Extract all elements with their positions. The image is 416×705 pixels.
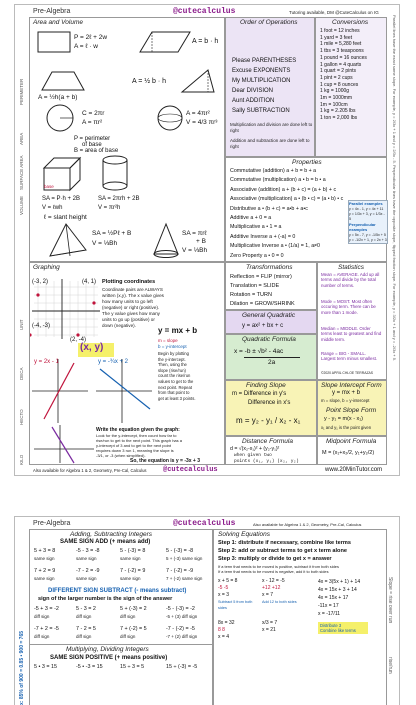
statistics-section xyxy=(317,262,387,380)
int-row5-b: -5 • -3 = 15 xyxy=(76,664,103,670)
side-label-deca: DECA xyxy=(19,367,24,380)
conversions-title: Conversions xyxy=(332,19,369,26)
solving-equations-section xyxy=(213,529,387,705)
plotting-line: down (negative). xyxy=(102,323,136,328)
plotting-line: how many units to go left xyxy=(102,299,153,304)
perimeter-note: P = perimeter xyxy=(74,136,111,142)
graphing-title: Graphing xyxy=(33,264,60,271)
plotting-text xyxy=(102,287,164,329)
ex2-line: +12 +12 xyxy=(262,585,281,591)
quadratic-formula-title: Quadratic Formula xyxy=(242,336,296,343)
midpoint-formula-section xyxy=(317,436,387,465)
int-row3-note-b: diff sign xyxy=(76,614,92,619)
plotting-title: Plotting coordinates xyxy=(102,279,156,285)
property-item: Distributive a • (b + c) = a•b + a•c xyxy=(230,205,308,212)
side-parallel-note: Parallel lines have the exact same slope. For example, y = 2/3x + 1 and y = 2/3x - 5. Perpendicular lines have the opposite slope, flipped fraction slope. For example, y = 3/2x + 1 and y = -2/3x + 5. xyxy=(392,15,397,362)
conversion-item: 1 ton = 2,000 lbs xyxy=(320,115,358,122)
point-label-2: (4, 1) xyxy=(82,279,97,285)
different-sign-subtract: DIFFERENT SIGN SUBTRACT (- means subtract) xyxy=(48,588,187,594)
int-row1-a: 5 + 3 = 8 xyxy=(34,548,56,554)
conversion-item: 1 tbs = 3 teaspoons xyxy=(320,48,364,55)
solving-note-2: If a term that needs to be moved is negative, add it to both sides xyxy=(218,569,329,574)
ex1-label: Subtract 5 from both sides xyxy=(218,600,253,610)
cone-surface-area-2: + B xyxy=(196,238,206,245)
finding-slope-line-2: Difference in x's xyxy=(248,400,291,406)
write-equation-text xyxy=(96,434,182,459)
slope-step: values to get to the xyxy=(158,378,194,384)
transformation-item: Dilation = GROW/SHRINK xyxy=(230,301,295,307)
property-item: Additive Inverse a + (-a) = 0 xyxy=(230,233,296,240)
properties-section xyxy=(225,157,387,262)
int-row4-note-a: diff sign xyxy=(34,634,50,639)
int-row4-c: 7 + (-2) = 5 xyxy=(120,626,147,632)
slope-intercept-eq: y = mx + b xyxy=(332,390,361,396)
ex3-line: -11x = 17 xyxy=(318,603,339,609)
stat-line: middle term. xyxy=(321,336,346,342)
ex1-line: -5 -5 xyxy=(218,585,229,591)
general-quadratic-eq: y = ax² + bx + c xyxy=(242,323,284,329)
side-label-kilo: KILO xyxy=(19,454,24,465)
ex1-line: x + 5 = 8 xyxy=(218,578,238,584)
distance-note-1: when given two xyxy=(234,453,272,458)
side-rise-run: rise/run xyxy=(387,657,393,674)
side-label-unit: UNIT xyxy=(19,319,24,330)
distance-formula-section xyxy=(225,436,317,465)
conversion-item: 1 quart = 2 pints xyxy=(320,68,356,75)
graph-equation-1: y = 2x - 1 xyxy=(34,359,59,365)
int-row2-b: -7 - 2 = -9 xyxy=(76,568,100,574)
side-percent-note: x: 85% of 900 = 0.85 • 900 = 765 xyxy=(19,630,25,705)
side-slope-note: Slope = rise over run xyxy=(387,577,393,624)
perp-example-2: y = -1/2x + 1, y = 2x + 3 xyxy=(349,237,387,242)
circle-circumference: C = 2πr xyxy=(82,110,105,117)
write-equation-line: rise/run to get to the next point. This graph has a xyxy=(96,437,182,443)
ex4-line: 8x = 32 xyxy=(218,620,235,626)
order-ops-line-6: Sally SUBTRACTION xyxy=(232,108,290,114)
conversion-item: 1 pint = 2 cups xyxy=(320,74,353,81)
int-row1-note-b: same sign xyxy=(76,556,97,561)
plotting-line: units to go up (positive) or xyxy=(102,317,155,322)
cylinder-volume: V = πr²h xyxy=(98,205,121,211)
int-row2-note-b: same sign xyxy=(76,576,97,581)
distance-note-2: points (x₁, y₁) (x₂, y₂) xyxy=(234,459,299,464)
order-ops-line-1: Please PARENTHESES xyxy=(232,58,297,64)
slope-step: the y-intercept. xyxy=(158,356,186,362)
solving-step-2: Step 2: add or subtract terms to get x term alone xyxy=(218,548,347,554)
footer-url[interactable]: www.20MinTutor.com xyxy=(325,467,383,473)
ex2-line: x = 7 xyxy=(262,592,273,598)
conversion-item: 1 kg = 2.205 lbs xyxy=(320,108,356,115)
conversion-item: 1 yard = 3 feet xyxy=(320,34,353,41)
cheat-sheet-page-1 xyxy=(14,4,400,476)
int-row2-note-d: 7 + (-2) same sign xyxy=(166,576,203,581)
stat-line: number of terms. xyxy=(321,282,355,288)
int-row3-note-a: diff sign xyxy=(34,614,50,619)
perp-example-1: y = 5x - 7, y = -1/5x + 5 xyxy=(349,232,386,237)
int-row5-d: 15 ÷ (-3) = -5 xyxy=(166,664,198,670)
slope-intercept-desc: m = slope, b = y-intercept xyxy=(321,398,370,403)
brand-logo: @cutecalculus xyxy=(173,7,236,16)
parallel-perp-examples xyxy=(348,200,388,244)
conversion-item: 1 kg = 1000g xyxy=(320,88,350,95)
slope-steps xyxy=(158,351,195,401)
xy-label: (x, y) xyxy=(80,342,104,353)
triangle-area: A = ½ b · h xyxy=(132,78,167,85)
slope-step: Then, using the xyxy=(158,362,187,368)
footer-also-available: Also available for Algebra 1 & 2, Geometry, Pre-Cal, Calculus xyxy=(33,468,147,473)
finding-slope-line-1: m = Difference in y's xyxy=(232,391,287,397)
finding-slope-title: Finding Slope xyxy=(246,382,286,389)
transformation-item: Rotation = TURN xyxy=(230,292,272,298)
cheat-sheet-page-2 xyxy=(14,516,400,705)
stat-median xyxy=(321,326,381,342)
ex3-label-2: Combine like terms xyxy=(320,628,356,633)
same-sign-add: SAME SIGN ADD (+ means add) xyxy=(60,539,151,545)
slope-forms-section xyxy=(317,380,387,436)
property-item: Associative (addition) a + (b + c) = (a + b) + c xyxy=(230,186,337,193)
stat-line: occuring term. There can be xyxy=(321,304,376,310)
ex2-label: Add 12 to both sides xyxy=(262,600,297,604)
area-volume-title: Area and Volume xyxy=(33,19,83,26)
solving-example-2 xyxy=(262,578,285,599)
slope-step: Begin by plotting xyxy=(158,351,189,356)
stat-line: Mean = AVERAGE. Add up all xyxy=(321,272,380,277)
ex5-line: x = 21 xyxy=(262,627,276,633)
int-row1-d: 5 - (-3) = -8 xyxy=(166,548,194,554)
rect-area: A = ℓ · w xyxy=(74,43,98,50)
shape-drawings xyxy=(30,18,226,263)
int-row2-note-c: same sign xyxy=(120,576,141,581)
side-label-area: AREA xyxy=(19,132,24,145)
quadratic-formula-denominator: 2a xyxy=(268,359,276,366)
point-label-4: (2, -4) xyxy=(70,337,87,343)
pyramid-surface-area: SA = ½Pℓ + B xyxy=(92,230,132,237)
order-ops-note-1: Multiplication and division are done left to right xyxy=(230,122,313,133)
slant-height-note: ℓ = slant height xyxy=(44,214,87,221)
ex3-label-1: Distribute 3 xyxy=(320,623,342,628)
ex2-line: x - 12 = -5 xyxy=(262,578,285,584)
conversions-list xyxy=(320,28,367,122)
mult-div-title: Multiplying, Dividing Integers xyxy=(66,646,149,653)
stat-line: terms and divide by the total xyxy=(321,277,376,283)
int-row4-note-b: diff sign xyxy=(76,634,92,639)
int-row4-b: 7 - 2 = 5 xyxy=(76,626,96,632)
ex3-line: 4x = 15x + 3 + 14 xyxy=(318,587,357,593)
slope-step: next point. Repeat xyxy=(158,384,192,390)
ex5-line: x/3 = 7 xyxy=(262,620,278,626)
fraction-bar xyxy=(244,357,300,358)
stat-line: Largest term minus smallest. xyxy=(321,356,378,362)
graphing-section xyxy=(29,262,225,465)
stat-line: Median = MIDDLE. Order xyxy=(321,326,371,331)
statistics-title: Statistics xyxy=(338,264,365,271)
prism-base-label: base xyxy=(44,184,54,189)
quadratic-formula-eq: x = -b ± √b² - 4ac xyxy=(234,348,284,355)
cone-surface-area: SA = πrℓ xyxy=(182,230,207,237)
point-label-1: (-3, 2) xyxy=(32,279,49,285)
stat-line: terms least to greatest and find xyxy=(321,331,382,337)
solving-example-1 xyxy=(218,578,237,599)
int-row1-note-a: same sign xyxy=(34,556,55,561)
different-sign-note: sign of the larger number is the sign of the answer xyxy=(38,596,173,602)
general-quadratic-section xyxy=(225,310,317,334)
ex4-line: x = 4 xyxy=(218,634,229,640)
order-ops-note-2: Addition and subtraction are done left to right xyxy=(230,138,310,149)
sphere-area: A = 4πr² xyxy=(186,110,210,117)
int-row3-a: -5 + 3 = -2 xyxy=(34,606,59,612)
circle-area: A = πr² xyxy=(82,119,103,126)
area-volume-section xyxy=(29,17,225,262)
b-label: b = y-intercept xyxy=(158,344,187,349)
int-row3-note-d: -5 + (3) diff sign xyxy=(166,614,198,619)
rect-perimeter: P = 2ℓ + 2w xyxy=(74,34,108,41)
parallel-example-2: y = 1/3x + 3, y = 1/3x - 5 xyxy=(349,211,385,221)
solving-example-4 xyxy=(218,620,235,641)
brand-logo-2: @cutecalculus xyxy=(173,519,236,528)
int-row3-d: -5 - (-3) = -2 xyxy=(166,606,195,612)
property-item: Associative (multiplication) a • (b • c) = (a • b) • c xyxy=(230,196,344,203)
integers-title: Adding, Subtracting Integers xyxy=(70,531,153,538)
stat-mode xyxy=(321,299,376,315)
properties-title: Properties xyxy=(292,159,322,166)
conversion-item: 1 mile = 5,280 feet xyxy=(320,41,362,48)
footer-logo: @cutecalculus xyxy=(163,466,218,474)
pyramid-volume: V = ⅓Bh xyxy=(92,240,118,247)
int-row5-a: 5 • 3 = 15 xyxy=(34,664,58,670)
integers-divider xyxy=(30,644,214,645)
int-row3-b: 5 - 3 = 2 xyxy=(76,606,96,612)
slope-step: from that point to xyxy=(158,390,190,396)
slope-step: get at least 3 points. xyxy=(158,395,196,401)
distance-formula-title: Distance Formula xyxy=(242,438,293,445)
transformation-item: Reflection = FLIP (mirror) xyxy=(230,274,292,280)
point-slope-title: Point Slope Form xyxy=(326,407,377,414)
order-of-operations-section xyxy=(225,17,315,157)
int-row2-a: 7 + 2 = 9 xyxy=(34,568,56,574)
order-ops-title: Order of Operations xyxy=(240,19,298,26)
conversion-item: 1m = 1000mm xyxy=(320,95,353,102)
parallel-example-1: y = 4x - 1, y = 4x + 11 xyxy=(349,206,384,211)
int-row4-a: -7 + 2 = -5 xyxy=(34,626,59,632)
cone-volume: V = ⅓Bh xyxy=(182,247,208,254)
write-equation-title: Write the equation given the graph: xyxy=(96,427,180,433)
parallel-examples-title: Parallel examples xyxy=(349,201,383,206)
order-ops-line-2: Excuse EXPONENTS xyxy=(232,68,291,74)
ex4-line: 8 8 xyxy=(218,627,225,633)
same-sign-positive: SAME SIGN POSITIVE (+ means positive) xyxy=(50,655,168,661)
side-label-perimeter: PERIMETER xyxy=(19,78,24,105)
sphere-volume: V = 4/3 πr³ xyxy=(186,119,218,126)
plotting-line: written (x,y). The x value gives xyxy=(102,293,164,298)
stat-line: Mode = MOST. Most often xyxy=(321,299,373,304)
plotting-line: (negative) or right (positive). xyxy=(102,305,160,310)
write-equation-line: Look for the y-intercept, then count how far to xyxy=(96,433,177,438)
int-row3-note-c: diff sign xyxy=(120,614,136,619)
conversions-section xyxy=(315,17,387,157)
int-row2-d: 7 - (-2) = -9 xyxy=(166,568,194,574)
finding-slope-formula: m = y₂ - y₁ / x₂ - x₁ xyxy=(236,416,301,425)
conversion-item: 1 pound = 16 ounces xyxy=(320,54,367,61)
side-label-hecto: HECTO xyxy=(19,409,24,425)
base-note: B = area of base xyxy=(74,148,119,154)
int-row2-note-a: same sign xyxy=(34,576,55,581)
quadratic-formula-section xyxy=(225,334,317,380)
plotting-line: Coordinate pairs are ALWAYS xyxy=(102,287,163,292)
solving-step-1: Step 1: distribute if necessary, combine like terms xyxy=(218,540,351,546)
int-row1-note-c: same sign xyxy=(120,556,141,561)
ex3-line: 4x = 15x + 17 xyxy=(318,595,349,601)
slope-intercept-title: Slope Intercept Form xyxy=(321,382,382,389)
copyright: ©2020 APRIL CHLOE TERRAZAS xyxy=(321,371,374,375)
page-title: Pre-Algebra xyxy=(33,8,71,15)
solving-step-3: Step 3: multiply or divide to get x = answer xyxy=(218,556,332,562)
page-title-2: Pre-Algebra xyxy=(33,520,71,527)
m-label: m = slope xyxy=(158,338,178,343)
property-item: Additive a + 0 = a xyxy=(230,215,272,222)
finding-slope-section xyxy=(225,380,317,436)
solving-example-3 xyxy=(318,578,360,618)
stat-line: Range = BIG - SMALL. xyxy=(321,351,367,356)
point-slope-desc: x₁ and y₁ is the point given xyxy=(321,425,372,430)
point-slope-eq: y - y₁ = m(x - x₁) xyxy=(324,416,363,422)
write-equation-answer: So, the equation is y = -3x + 3 xyxy=(130,458,201,464)
int-row3-c: 5 + (-3) = 2 xyxy=(120,606,147,612)
stat-line: more than 1 mode. xyxy=(321,309,358,315)
int-row4-note-c: diff sign xyxy=(120,634,136,639)
int-row4-d: -7 - (-2) = -5 xyxy=(166,626,195,632)
perp-examples-title: Perpendicular examples xyxy=(349,221,376,232)
midpoint-formula-title: Midpoint Formula xyxy=(326,438,377,445)
write-equation-line: -3/1, or -3 (when simplified). xyxy=(96,452,146,458)
solving-note-1: If a term that needs to be moved is positive, subtract it from both sides xyxy=(218,564,339,569)
int-row1-b: -5 - 3 = -8 xyxy=(76,548,100,554)
graph-equation-2: y = -¾x + 2 xyxy=(98,359,129,365)
trapezoid-area: A = ½h(a + b) xyxy=(38,94,78,101)
transformations-section xyxy=(225,262,317,310)
side-label-volume: VOLUME xyxy=(19,195,24,215)
property-item: Multiplicative Inverse a • (1/a) = 1, a≠0 xyxy=(230,243,320,250)
stat-mean xyxy=(321,272,379,288)
slope-step: slope (rise/run) xyxy=(158,367,186,373)
parallelogram-area: A = b · h xyxy=(192,38,219,45)
stat-range xyxy=(321,351,377,362)
also-available-2: Also available for Algebra 1 & 2, Geometry, Pre-Cal, Calculus xyxy=(253,522,362,527)
property-item: Multiplicative a • 1 = a xyxy=(230,224,282,231)
int-row1-note-d: 5 + (-3) same sign xyxy=(166,556,203,561)
conversion-item: 1 foot = 12 inches xyxy=(320,28,360,34)
ex1-line: x = 3 xyxy=(218,592,229,598)
prism-volume: V = ℓwh xyxy=(42,205,63,211)
perimeter-note-2: of base xyxy=(82,142,102,148)
property-item: Zero Property a • 0 = 0 xyxy=(230,252,284,259)
solving-example-5 xyxy=(262,620,277,634)
order-ops-line-5: Aunt ADDITION xyxy=(232,98,275,104)
order-ops-line-3: My MULTIPLICATION xyxy=(232,78,291,84)
int-row4-note-d: -7 + (2) diff sign xyxy=(166,634,198,639)
conversion-item: 1 cup = 8 ounces xyxy=(320,81,359,88)
plotting-line: The y value gives how many xyxy=(102,311,160,316)
transformations-title: Transformations xyxy=(246,264,293,271)
ex3-line: x = -17/11 xyxy=(318,611,341,617)
side-label-surface-area: SURFACE AREA xyxy=(19,155,24,190)
order-ops-line-4: Dear DIVISION xyxy=(232,88,274,94)
tutoring-note: Tutoring available, DM @CuteCalculus on IG xyxy=(289,10,379,15)
slope-intercept-equation: y = mx + b xyxy=(158,326,198,335)
cylinder-surface-area: SA = 2πrh + 2B xyxy=(98,196,140,202)
property-item: Commutative (addition) a + b = b + a xyxy=(230,168,317,174)
ex3-line: 4x = 3(5x + 1) + 14 xyxy=(318,579,361,585)
conversion-item: 1m = 100cm xyxy=(320,101,348,108)
properties-list xyxy=(230,167,343,261)
general-quadratic-title: General Quadratic xyxy=(242,312,296,319)
int-row5-c: 15 ÷ 3 = 5 xyxy=(120,664,145,670)
int-row2-c: 7 - (-2) = 9 xyxy=(120,568,146,574)
transformation-item: Translation = SLIDE xyxy=(230,283,280,289)
write-equation-line: y-intercept of 3 and to get to the next point xyxy=(96,442,171,448)
slope-step: count the rise/run xyxy=(158,373,191,379)
integers-section xyxy=(29,529,213,705)
conversion-item: 1 gallon = 4 quarts xyxy=(320,61,362,68)
int-row1-c: 5 - (-3) = 8 xyxy=(120,548,146,554)
prism-surface-area: SA = P·h + 2B xyxy=(42,196,81,202)
property-item: Commutative (multiplication) a • b = b • a xyxy=(230,177,326,184)
midpoint-formula-eq: M = (x₁+x₂/2, y₁+y₂/2) xyxy=(322,450,375,456)
point-label-3: (-4, -3) xyxy=(32,323,50,329)
solving-title: Solving Equations xyxy=(218,531,271,538)
write-equation-line: requires down 3 run 1, meaning the slope is xyxy=(96,447,174,453)
distance-formula-eq: d = √(x₂-x₁)² + (y₂-y₁)² xyxy=(230,446,280,452)
